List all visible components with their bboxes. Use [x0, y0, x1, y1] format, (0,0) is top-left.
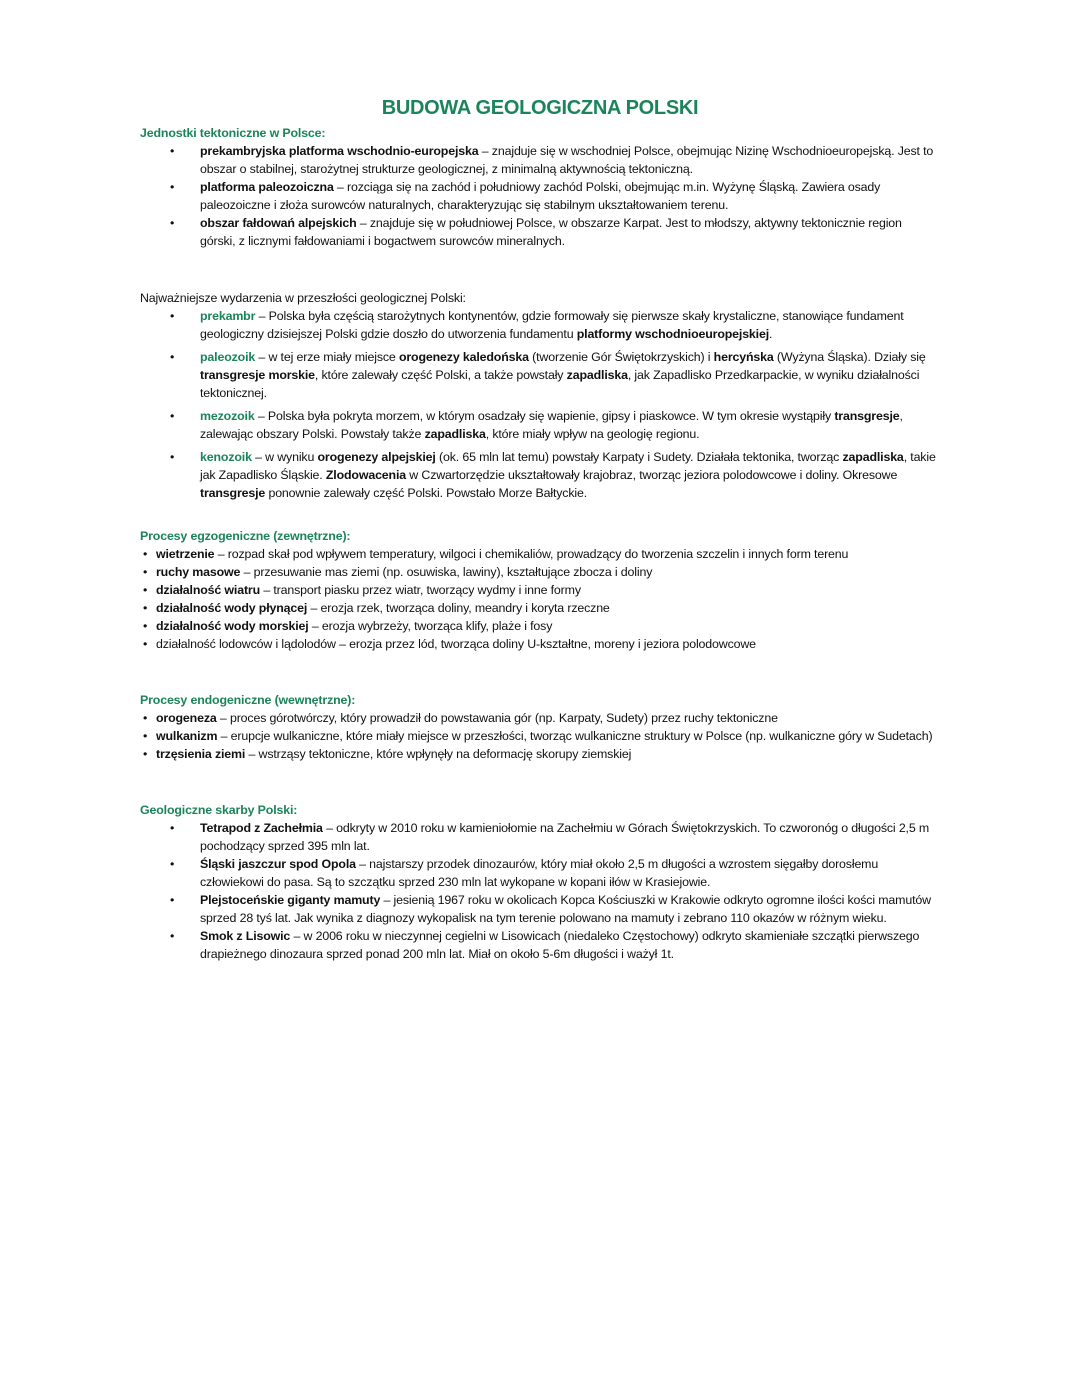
section-geological-history [140, 289, 940, 507]
list-item [140, 581, 940, 599]
list-item [140, 635, 940, 653]
section-heading: Jednostki tektoniczne w Polsce: [140, 126, 326, 140]
description: – w 2006 roku w nieczynnej cegielni w Lisowicach (niedaleko Częstochowy) odkryto skamieniałe szczątki pierwszego drapieżnego dinozaura sprzed ponad 200 mln lat. Miał on około 5-6m długości i ważył 1t. [200, 929, 920, 961]
bullet-list [140, 307, 940, 502]
term: platformy wschodnioeuropejskiej [576, 327, 769, 341]
term: orogenezy alpejskiej [317, 450, 436, 464]
description: (ok. 65 mln lat temu) powstały Karpaty i Sudety. Działała tektonika, tworząc [435, 450, 843, 464]
section-heading: Procesy egzogeniczne (zewnętrzne): [140, 529, 351, 543]
description: – wstrząsy tektoniczne, które wpłynęły na deformację skorupy ziemskiej [245, 747, 632, 761]
description: – w wyniku [251, 450, 318, 464]
list-item [140, 307, 940, 343]
term: zapadliska [842, 450, 904, 464]
term: trzęsienia ziemi [156, 747, 246, 761]
term: kenozoik [200, 450, 252, 464]
term: działalność wody płynącej [156, 601, 308, 615]
description: , które zalewały część Polski, a także powstały [314, 368, 567, 382]
description: . [769, 327, 773, 341]
description: – jesienią 1967 roku w okolicach Kopca Kościuszki w Krakowie odkryto ogromne ilości kości mamutów sprzed 28 tyś lat. Jak wynika z diagnozy wykopalisk na tym terenie polowano na mamuty i zebrano 110 okazów w różnym wieku. [200, 893, 931, 925]
list-item [140, 927, 940, 963]
term: Zlodowacenia [325, 468, 407, 482]
description: – Polska była częścią starożytnych kontynentów, gdzie formowały się pierwsze skały krystaliczne, stanowiące fundament geologiczny dzisiejszej Polski gdzie doszło do utworzenia fundamentu [200, 309, 904, 341]
section-endogenic-processes [140, 691, 940, 763]
description: – znajduje się w wschodniej Polsce, obejmując Nizinę Wschodnioeuropejską. Jest to obszar o stabilnej, starożytnej strukturze geologicznej, z minimalną aktywnością tektoniczną. [200, 144, 934, 176]
description: – najstarszy przodek dinozaurów, który miał około 2,5 m długości a wzrostem sięgałby dorosłemu człowiekowi do pasa. Są to szczątku sprzed 230 mln lat wykopane w kopani iłów w Krasiejowie. [200, 857, 879, 889]
term: wietrzenie [156, 547, 215, 561]
bullet-list [140, 709, 940, 763]
term: zapadliska [566, 368, 628, 382]
list-item [140, 545, 940, 563]
term: działalność wody morskiej [156, 619, 309, 633]
list-item [140, 745, 940, 763]
list-item [140, 709, 940, 727]
term: Plejstoceńskie giganty mamuty [200, 893, 381, 907]
list-item [140, 891, 940, 927]
term: transgresje [200, 486, 266, 500]
description: , takie jak Zapadlisko Śląskie. [200, 450, 936, 482]
term: prekambr [200, 309, 256, 323]
description: – rozciąga się na zachód i południowy zachód Polski, obejmując m.in. Wyżynę Śląską. Zawiera osady paleozoiczne i złoża surowców naturalnych, charakteryzując się stabilnym ukształtowaniem terenu. [200, 180, 881, 212]
description: – odkryty w 2010 roku w kamieniołomie na Zachełmiu w Górach Świętokrzyskich. To czworonóg o długości 2,5 m pochodzący sprzed 395 mln lat. [200, 821, 930, 853]
term: transgresje morskie [200, 368, 315, 382]
page-title: BUDOWA GEOLOGICZNA POLSKI [381, 97, 699, 119]
list-item [140, 855, 940, 891]
description: – rozpad skał pod wpływem temperatury, wilgoci i chemikaliów, prowadzący do tworzenia szczelin i innych form terenu [214, 547, 849, 561]
description: w Czwartorzędzie ukształtowały krajobraz, tworząc jeziora polodowcowe i doliny. Okresowe [406, 468, 898, 482]
term: mezozoik [200, 409, 255, 423]
description: (Wyżyna Śląska). Działy się [773, 350, 926, 364]
section-exogenic-processes [140, 527, 940, 653]
description: – erupcje wulkaniczne, które miały miejsce w przeszłości, tworząc wulkaniczne struktury w Polsce (np. wulkaniczne góry w Sudetach) [217, 729, 933, 743]
list-item [140, 348, 940, 402]
bullet-list [140, 545, 940, 653]
term: prekambryjska platforma wschodnio-europejska [200, 144, 479, 158]
term: orogenezy kaledońska [398, 350, 529, 364]
description: , które miały wpływ na geologię regionu. [485, 427, 700, 441]
bullet-list [140, 142, 940, 250]
list-item [140, 407, 940, 443]
term: obszar fałdowań alpejskich [200, 216, 357, 230]
section-geological-treasures [140, 801, 940, 963]
term: zapadliska [424, 427, 486, 441]
list-item [140, 142, 940, 178]
list-item [140, 599, 940, 617]
description: – erozja wybrzeży, tworząca klify, plaże i fosy [308, 619, 553, 633]
description: – transport piasku przez wiatr, tworzący wydmy i inne formy [260, 583, 581, 597]
section-heading: Procesy endogeniczne (wewnętrzne): [140, 693, 356, 707]
term: transgresje [834, 409, 900, 423]
term: wulkanizm [156, 729, 218, 743]
section-heading: Geologiczne skarby Polski: [140, 803, 298, 817]
term: działalność wiatru [156, 583, 261, 597]
list-item [140, 448, 940, 502]
section-tectonic-units [140, 124, 940, 250]
description: – przesuwanie mas ziemi (np. osuwiska, lawiny), kształtujące zbocza i doliny [240, 565, 653, 579]
description: – proces górotwórczy, który prowadził do powstawania gór (np. Karpaty, Sudety) przez ruchy tektoniczne [216, 711, 778, 725]
list-item [140, 214, 940, 250]
term: platforma paleozoiczna [200, 180, 334, 194]
description: , zalewając obszary Polski. Powstały także [200, 409, 903, 441]
description: – w tej erze miały miejsce [255, 350, 399, 364]
term: ruchy masowe [156, 565, 241, 579]
description: (tworzenie Gór Świętokrzyskich) i [528, 350, 714, 364]
description: działalność lodowców i lądolodów – erozja przez lód, tworząca doliny U-kształtne, moreny i jeziora polodowcowe [156, 637, 756, 651]
description: – erozja rzek, tworząca doliny, meandry i koryta rzeczne [307, 601, 610, 615]
term: Tetrapod z Zachełmia [200, 821, 323, 835]
description: , jak Zapadlisko Przedkarpackie, w wyniku działalności tektonicznej. [200, 368, 920, 400]
list-item [140, 727, 940, 745]
term: orogeneza [156, 711, 217, 725]
section-heading: Najważniejsze wydarzenia w przeszłości geologicznej Polski: [140, 291, 466, 305]
list-item [140, 819, 940, 855]
description: ponownie zalewały część Polski. Powstało Morze Bałtyckie. [265, 486, 588, 500]
term: paleozoik [200, 350, 256, 364]
term: Smok z Lisowic [200, 929, 291, 943]
description: – Polska była pokryta morzem, w którym osadzały się wapienie, gipsy i piaskowce. W tym okresie wystąpiły [254, 409, 835, 423]
list-item [140, 617, 940, 635]
list-item [140, 563, 940, 581]
bullet-list [140, 819, 940, 963]
description: – znajduje się w południowej Polsce, w obszarze Karpat. Jest to młodszy, aktywny tektonicznie region górski, z licznymi fałdowaniami i bogactwem surowców mineralnych. [200, 216, 902, 248]
term: Śląski jaszczur spod Opola [200, 857, 356, 871]
term: hercyńska [713, 350, 774, 364]
list-item [140, 178, 940, 214]
